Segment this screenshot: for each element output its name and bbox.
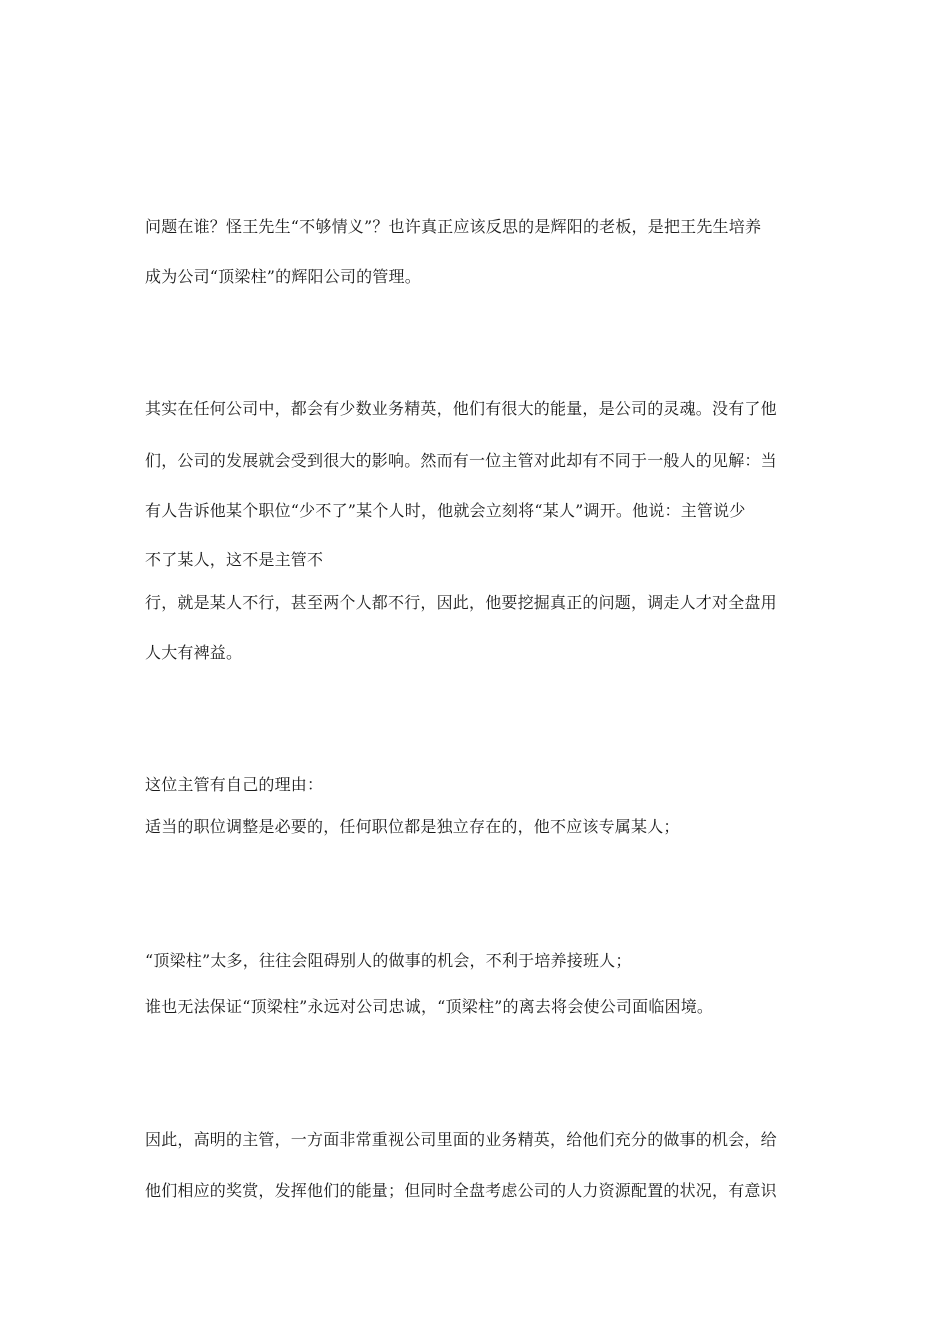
paragraph-4-line-2: 谁也无法保证“顶梁柱”永远对公司忠诚，“顶梁柱”的离去将会使公司面临困境。 <box>145 997 714 1016</box>
paragraph-2-line-4: 不了某人，这不是主管不 <box>145 550 324 569</box>
paragraph-3-line-1: 这位主管有自己的理由： <box>145 775 324 794</box>
paragraph-1-line-1: 问题在谁？怪王先生“不够情义”？也许真正应该反思的是辉阳的老板，是把王先生培养 <box>145 217 762 236</box>
paragraph-2-line-1: 其实在任何公司中，都会有少数业务精英，他们有很大的能量，是公司的灵魂。没有了他 <box>145 399 777 418</box>
paragraph-5-line-1: 因此，高明的主管，一方面非常重视公司里面的业务精英，给他们充分的做事的机会，给 <box>145 1130 777 1149</box>
paragraph-3-line-2: 适当的职位调整是必要的，任何职位都是独立存在的，他不应该专属某人； <box>145 817 680 836</box>
paragraph-1-line-2: 成为公司“顶梁柱”的辉阳公司的管理。 <box>145 267 421 286</box>
paragraph-2-line-5: 行，就是某人不行，甚至两个人都不行，因此，他要挖掘真正的问题，调走人才对全盘用 <box>145 593 777 612</box>
paragraph-2-line-2: 们，公司的发展就会受到很大的影响。然而有一位主管对此却有不同于一般人的见解：当 <box>145 451 777 470</box>
paragraph-4-line-1: “顶梁柱”太多，往往会阻碍别人的做事的机会，不利于培养接班人； <box>145 951 632 970</box>
paragraph-5-line-2: 他们相应的奖赏，发挥他们的能量；但同时全盘考虑公司的人力资源配置的状况，有意识 <box>145 1181 777 1200</box>
paragraph-2-line-3: 有人告诉他某个职位“少不了”某个人时，他就会立刻将“某人”调开。他说：主管说少 <box>145 501 746 520</box>
paragraph-2-line-6: 人大有裨益。 <box>145 643 243 662</box>
